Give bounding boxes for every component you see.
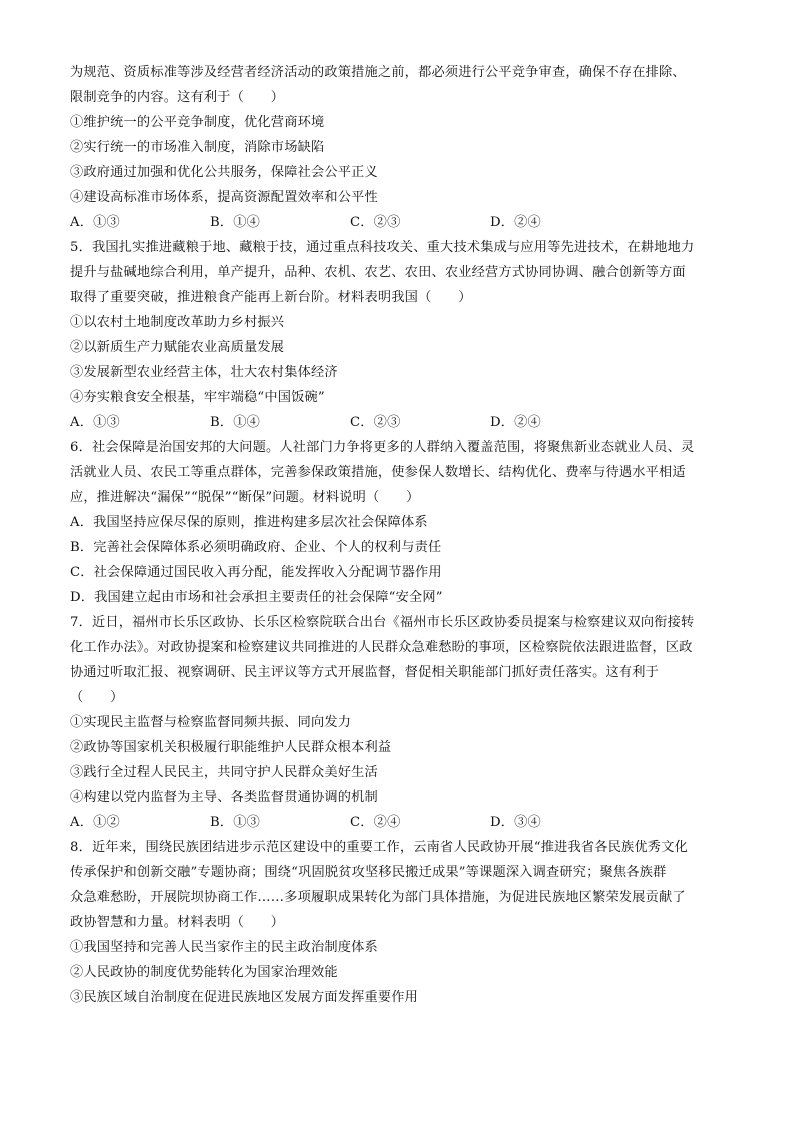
question-stem-line: 传承保护和创新交融”专题协商；围绕“巩固脱贫攻坚移民搬迁成果”等课题深入调查研究；聚焦各族群 [70,865,667,880]
answer-options [70,810,730,835]
option-d: D．③④ [490,815,541,830]
question-stem-line: 提升与盐碱地综合利用，单产提升，品种、农机、农艺、农田、农业经营方式协同协调、融合创新等方面 [70,265,686,280]
question-stem-line: 协通过听取汇报、视察调研、民主评议等方式开展监督，督促相关职能部门抓好责任落实。这有利于 [70,665,660,680]
answer-options [70,210,730,235]
option-b: B．完善社会保障体系必须明确政府、企业、个人的权利与责任 [70,540,442,555]
question-stem-line: 6．社会保障是治国安邦的大问题。人社部门力争将更多的人群纳入覆盖范围，将聚焦新业态就业人员、灵 [70,440,695,455]
statement-item: ③政府通过加强和优化公共服务，保障社会公平正义 [70,165,378,180]
answer-options [70,410,730,435]
option-a: A．我国坚持应保尽保的原则，推进构建多层次社会保障体系 [70,515,428,530]
option-c: C．社会保障通过国民收入再分配，能发挥收入分配调节器作用 [70,565,442,580]
statement-item: ③践行全过程人民民主，共同守护人民群众美好生活 [70,765,378,780]
option-d: D．②④ [490,215,541,230]
question-stem-line: 活就业人员、农民工等重点群体，完善参保政策措施，使参保人数增长、结构优化、费率与待遇水平相适 [70,465,686,480]
question-stem-line: （ ） [70,690,124,705]
question-stem-line: 限制竞争的内容。这有利于（ ） [70,90,285,105]
question-stem-line: 8．近年来，围绕民族团结进步示范区建设中的重要工作，云南省人民政协开展“推进我省各民族优秀文化 [70,840,688,855]
question-stem-line: 为规范、资质标准等涉及经营者经济活动的政策措施之前，都必须进行公平竞争审查，确保不存在排除、 [70,65,686,80]
option-a: A．①② [70,815,120,830]
option-b: B．①④ [210,415,261,430]
question-stem-line: 政协智慧和力量。材料表明（ ） [70,915,285,930]
statement-item: ③发展新型农业经营主体，壮大农村集体经济 [70,365,338,380]
question-5 [70,235,730,435]
statement-item: ②以新质生产力赋能农业高质量发展 [70,340,285,355]
statement-item: ④建设高标准市场体系，提高资源配置效率和公平性 [70,190,378,205]
statement-item: ②政协等国家机关积极履行职能维护人民群众根本利益 [70,740,392,755]
option-b: B．①④ [210,215,261,230]
statement-item: ②实行统一的市场准入制度，消除市场缺陷 [70,140,325,155]
option-c: C．②④ [350,815,401,830]
question-stem-line: 取得了重要突破，推进粮食产能再上新台阶。材料表明我国（ ） [70,290,472,305]
question-stem-line: 5．我国扎实推进藏粮于地、藏粮于技，通过重点科技攻关、重大技术集成与应用等先进技术，在耕地地力 [70,240,695,255]
question-stem-line: 化工作办法》。对政协提案和检察建议共同推进的人民群众急难愁盼的事项，区检察院依法跟进监督，区政 [70,640,693,655]
statement-item: ①以农村土地制度改革助力乡村振兴 [70,315,285,330]
option-a: A．①③ [70,215,120,230]
exam-page [70,60,730,1010]
question-stem-line: 7．近日，福州市长乐区政协、长乐区检察院联合出台《福州市长乐区政协委员提案与检察建议双向衔接转 [70,615,695,630]
statement-item: ①维护统一的公平竞争制度，优化营商环境 [70,115,325,130]
option-d: D．我国建立起由市场和社会承担主要责任的社会保障“安全网” [70,590,443,605]
question-stem-line: 众急难愁盼，开展院坝协商工作……多项履职成果转化为部门具体措施，为促进民族地区繁荣发展贡献了 [70,890,686,905]
statement-item: ③民族区域自治制度在促进民族地区发展方面发挥重要作用 [70,990,419,1005]
statement-item: ②人民政协的制度优势能转化为国家治理效能 [70,965,338,980]
option-d: D．②④ [490,415,541,430]
option-a: A．①③ [70,415,120,430]
statement-item: ④夯实粮食安全根基，牢牢端稳“中国饭碗” [70,390,325,405]
question-4 [70,60,730,235]
question-6 [70,435,730,610]
statement-item: ①实现民主监督与检察监督同频共振、同向发力 [70,715,352,730]
option-c: C．②③ [350,215,401,230]
question-7 [70,610,730,835]
option-b: B．①③ [210,815,261,830]
question-stem-line: 应，推进解决“漏保”“脱保”“断保”问题。材料说明（ ） [70,490,420,505]
statement-item: ①我国坚持和完善人民当家作主的民主政治制度体系 [70,940,378,955]
statement-item: ④构建以党内监督为主导、各类监督贯通协调的机制 [70,790,378,805]
question-8 [70,835,730,1010]
option-c: C．②③ [350,415,401,430]
